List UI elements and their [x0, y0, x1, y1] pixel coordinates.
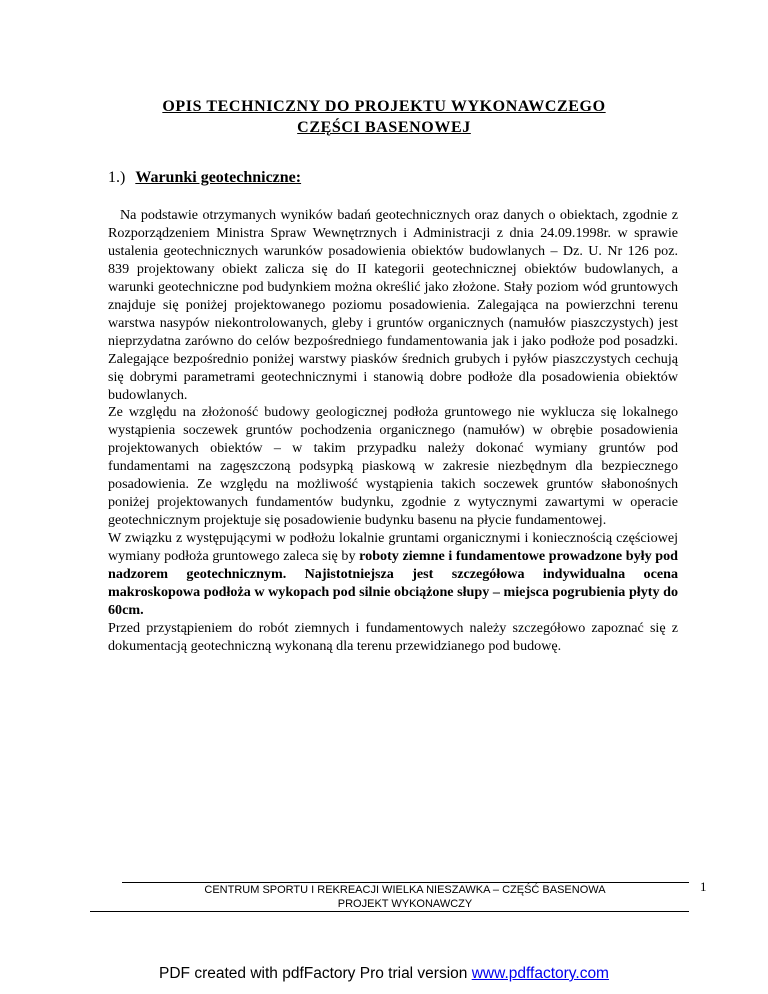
section-title: Warunki geotechniczne: [135, 169, 302, 186]
footer-line-2: PROJEKT WYKONAWCZY [337, 897, 473, 910]
pdf-banner-text: PDF created with pdfFactory Pro trial version [159, 965, 472, 982]
section-heading [108, 168, 301, 188]
paragraph-3-text: W związku z występującymi w podłożu lokalnie gruntami organicznymi i koniecznością częściowej wymiany podłoża gruntowego zaleca się by [108, 530, 678, 565]
pdfactory-link[interactable]: www.pdffactory.com [471, 965, 609, 982]
paragraph-3 [108, 530, 678, 620]
footer-divider-bottom [90, 911, 689, 912]
body-text [108, 207, 678, 656]
paragraph-4: Przed przystąpieniem do robót ziemnych i fundamentowych należy szczegółowo zapoznać się z dokumentacją geotechniczną wykonaną dla terenu przewidzianego pod budowę. [108, 619, 678, 654]
page-number: 1 [700, 879, 707, 894]
section-number: 1.) [108, 169, 126, 186]
paragraph-1: Na podstawie otrzymanych wyników badań geotechnicznych oraz danych o obiektach, zgodnie z Rozporządzeniem Ministra Spraw Wewnętrznych i Administracji z dnia 24.09.1998r. w sprawie ustalenia geotechnicznych warunków posadowienia obiektów budowlanych – Dz. U. Nr 126 poz. 839 projektowany obiekt zalicza się do II kategorii geotechnicznej obiektów budowlanych, a warunki geotechniczne pod budynkiem można określić jako złożone. Stały poziom wód gruntowych znajduje się poniżej projektowanego poziomu posadowienia. Zalegająca na powierzchni terenu warstwa nasypów niekontrolowanych, gleby i gruntów organicznych (namułów piaszczystych) jest nieprzydatna zarówno do celów bezpośredniego fundamentowania jak i jako podłoże pod posadzki. Zalegające bezpośrednio poniżej warstwy piasków średnich grubych i pyłów piaszczystych cechują się dobrymi parametrami geotechnicznymi i stanowią dobre podłoże dla posadowienia obiektów budowlanych. [108, 207, 678, 403]
footer [130, 884, 680, 911]
title-line-2: CZĘŚCI BASENOWEJ [297, 119, 471, 136]
page-title [0, 96, 768, 138]
pdf-trial-banner [0, 964, 768, 984]
paragraph-3-bold-text: roboty ziemne i fundamentowe prowadzone były pod nadzorem geotechnicznym. Najistotniejsza jest szczegółowa indywidualna ocena makroskopowa podłoża w wykopach pod silnie obciążone słupy – miejsca pogrubienia płyty do 60cm. [108, 548, 678, 618]
title-line-1: OPIS TECHNICZNY DO PROJEKTU WYKONAWCZEGO [162, 98, 606, 115]
paragraph-2: Ze względu na złożoność budowy geologicznej podłoża gruntowego nie wyklucza się lokalnego wystąpienia soczewek gruntów pochodzenia organicznego (namułów) w obrębie posadowienia projektowanych obiektów – w takim przypadku należy dokonać wymiany gruntów pod fundamentami na zagęszczoną podsypką piaskową w zakresie niezbędnym dla bezpiecznego posadowienia. Ze względu na możliwość wystąpienia takich soczewek gruntów słabonośnych poniżej projektowanych fundamentów budynku, zgodnie z wytycznymi zawartymi w operacie geotechnicznym projektuje się posadowienie budynku basenu na płycie fundamentowej. [108, 404, 678, 529]
footer-divider-top [122, 882, 689, 883]
footer-line-1: CENTRUM SPORTU I REKREACJI WIELKA NIESZAWKA – CZĘŚĆ BASENOWA [204, 884, 606, 896]
